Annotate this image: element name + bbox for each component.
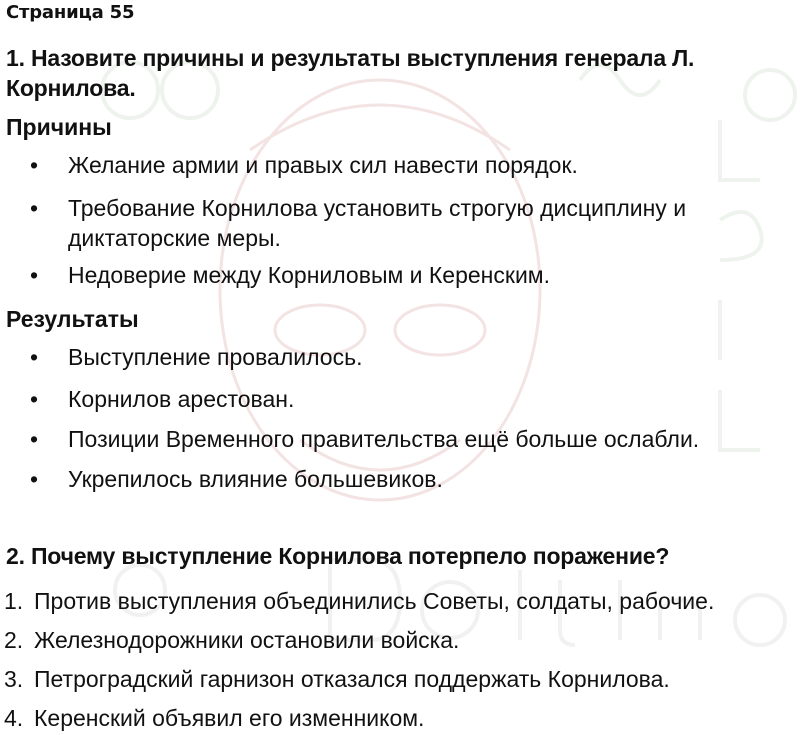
answer-number: 3. [4,666,24,692]
bullet-icon: • [30,262,39,288]
question-2-title: 2. Почему выступление Корнилова потерпело поражение? [6,543,670,569]
page-label: Страница 55 [6,2,135,23]
reason-text: Желание армии и правых сил навести порядок. [68,152,578,178]
answer-number: 1. [4,588,24,614]
bullet-icon: • [30,195,39,221]
bullet-icon: • [30,426,39,452]
result-text: Укрепилось влияние большевиков. [68,466,443,492]
bullet-icon: • [30,344,39,370]
answer-text: Керенский объявил его изменником. [34,705,425,731]
answer-text: Железнодорожники остановили войска. [34,627,460,653]
answer-number: 4. [4,705,24,731]
reason-text: Недоверие между Корниловым и Керенским. [68,262,551,288]
bullet-icon: • [30,386,39,412]
result-text: Выступление провалилось. [68,344,363,370]
results-heading: Результаты [6,306,139,332]
bullet-icon: • [30,152,39,178]
result-text: Позиции Временного правительства ещё больше ослабли. [68,426,700,452]
bullet-icon: • [30,466,39,492]
answer-number: 2. [4,627,24,653]
reason-text: Требование Корнилова установить строгую дисциплину и диктаторские меры. [68,195,687,251]
answer-text: Петроградский гарнизон отказался поддержать Корнилова. [34,666,670,692]
reasons-heading: Причины [6,114,112,140]
question-1-title: 1. Назовите причины и результаты выступления генерала Л. Корнилова. [6,45,695,101]
result-text: Корнилов арестован. [68,386,295,412]
answer-text: Против выступления объединились Советы, солдаты, рабочие. [34,588,715,614]
